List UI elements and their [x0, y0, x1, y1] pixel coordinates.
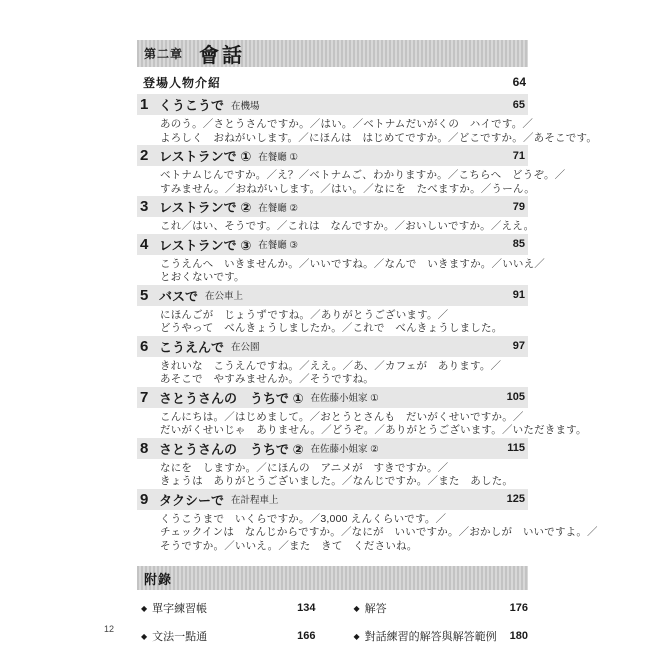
toc-section	[137, 94, 598, 145]
toc-section-heading[interactable]	[137, 145, 528, 166]
section-page-number: 115	[507, 442, 525, 454]
toc-section-heading[interactable]	[137, 285, 528, 306]
section-title: レストランで ③	[159, 237, 252, 253]
intro-page-number: 64	[512, 75, 526, 89]
toc-section-heading[interactable]	[137, 94, 528, 115]
section-line: あのう。／さとうさんですか。／はい。／ベトナムだいがくの ハイです。／	[160, 118, 534, 130]
toc-section-heading[interactable]	[137, 387, 528, 408]
section-line: くうこうまで いくらですか。／3,000 えんくらいです。／	[160, 512, 447, 525]
appendix-item-label: 解答	[364, 603, 387, 615]
chapter-banner	[137, 40, 528, 67]
section-title: レストランで ②	[159, 200, 252, 215]
section-line: そうですか。／いいえ。／また きて くださいね。	[160, 539, 418, 552]
section-subtitle: 在計程車上	[231, 495, 279, 506]
appendix-item[interactable]	[354, 600, 529, 616]
toc-section-heading[interactable]	[137, 234, 528, 255]
appendix-item-label: 對話練習的解答與解答範例	[364, 631, 497, 643]
section-page-number: 105	[506, 391, 525, 403]
section-number: 5	[140, 286, 149, 304]
appendix-item-label: 單字練習帳	[152, 603, 208, 615]
section-lines	[137, 459, 528, 489]
section-number: 1	[140, 96, 149, 113]
appendix-item[interactable]	[141, 600, 316, 616]
section-line: こうえんへ いきませんか。／いいですね。／なんで いきますか。／いいえ／	[160, 257, 545, 270]
appendix-item-page-number: 176	[509, 602, 528, 614]
section-line: これ／はい、そうです。／これは なんですか。／おいしいですか。／ええ。	[160, 220, 535, 232]
section-subtitle: 在佐藤小姐家 ②	[310, 444, 379, 455]
section-title: こうえんで	[159, 339, 225, 355]
section-lines	[137, 510, 598, 554]
section-page-number: 91	[512, 289, 525, 301]
toc-section	[137, 336, 528, 387]
toc-section	[137, 489, 598, 554]
folio-page-number: 12	[104, 624, 115, 634]
chapter-title: 會話	[199, 45, 246, 67]
appendix-banner	[137, 566, 528, 590]
toc-section	[137, 234, 545, 285]
section-number: 4	[140, 235, 149, 253]
section-line: すみません。／おねがいします。／はい。／なにを たべますか。／うーん。	[160, 182, 535, 195]
section-title: さとうさんの うちで ①	[159, 390, 304, 406]
section-lines	[137, 115, 598, 145]
appendix-list	[137, 600, 528, 644]
section-number: 3	[140, 198, 149, 215]
section-lines	[137, 357, 528, 387]
section-title: くうこうで	[159, 98, 225, 113]
toc-section	[137, 145, 566, 196]
toc-section	[137, 387, 587, 438]
appendix-item-page-number: 134	[297, 602, 316, 614]
section-lines	[137, 306, 528, 336]
toc-section	[137, 285, 528, 336]
section-page-number: 125	[506, 493, 525, 505]
section-subtitle: 在餐廳 ①	[258, 151, 298, 163]
section-number: 2	[140, 147, 149, 164]
diamond-bullet-icon: ◆	[353, 631, 360, 641]
section-lines	[137, 255, 545, 285]
section-line: きょうは ありがとうございました。／なんじですか。／また あした。	[160, 475, 514, 487]
toc-section	[137, 438, 528, 489]
section-page-number: 97	[512, 340, 525, 352]
appendix-item[interactable]	[354, 628, 529, 644]
toc-section-heading[interactable]	[137, 196, 528, 217]
diamond-bullet-icon: ◆	[141, 631, 148, 641]
section-subtitle: 在機場	[231, 100, 260, 112]
section-title: レストランで ①	[159, 149, 252, 164]
section-page-number: 79	[512, 200, 525, 213]
section-subtitle: 在餐廳 ③	[258, 240, 298, 251]
appendix-item-page-number: 166	[297, 630, 316, 642]
section-number: 9	[140, 490, 149, 508]
section-number: 6	[140, 337, 149, 355]
section-subtitle: 在餐廳 ②	[258, 202, 298, 214]
appendix-title: 附錄	[144, 571, 173, 587]
diamond-bullet-icon: ◆	[141, 603, 148, 613]
sections	[137, 94, 598, 553]
section-line: にほんごが じょうずですね。／ありがとうございます。／	[160, 308, 449, 321]
section-title: バスで	[159, 288, 199, 304]
section-title: タクシーで	[159, 492, 225, 508]
section-line: こんにちは。／はじめまして。／おとうとさんも だいがくせいですか。／	[160, 410, 524, 423]
toc-section-heading[interactable]	[137, 489, 528, 510]
section-line: だいがくせいじゃ ありません。／どうぞ。／ありがとうございます。／いただきます。	[160, 424, 587, 436]
chapter-label: 第二章	[144, 47, 184, 61]
section-lines	[137, 408, 587, 438]
toc-section	[137, 196, 535, 234]
appendix-item[interactable]	[141, 628, 316, 644]
section-subtitle: 在公園	[231, 342, 260, 353]
section-lines	[137, 166, 566, 196]
section-subtitle: 在佐藤小姐家 ①	[310, 393, 379, 404]
section-number: 7	[140, 388, 149, 406]
section-line: よろしく おねがいします。／にほんは はじめてですか。／どこですか。／あそこです。	[160, 131, 598, 144]
section-line: あそこで やすみませんか。／そうですね。	[160, 373, 374, 385]
diamond-bullet-icon: ◆	[353, 603, 360, 613]
section-line: チェックインは なんじからですか。／なにが いいですか。／おかしが いいですよ。／	[160, 526, 598, 538]
toc-section-heading[interactable]	[137, 336, 528, 357]
toc-entry-intro[interactable]	[137, 72, 528, 92]
section-page-number: 71	[512, 149, 525, 162]
toc-section-heading[interactable]	[137, 438, 528, 459]
section-subtitle: 在公車上	[205, 291, 244, 302]
appendix-item-page-number: 180	[509, 630, 528, 642]
section-line: どうやって べんきょうしましたか。／これで べんきょうしました。	[160, 322, 503, 334]
section-page-number: 85	[512, 238, 525, 250]
section-lines	[137, 217, 535, 234]
section-page-number: 65	[512, 98, 525, 111]
section-line: なにを しますか。／にほんの アニメが すきですか。／	[160, 461, 449, 474]
intro-label: 登場人物介紹	[143, 75, 222, 90]
section-line: きれいな こうえんですね。／ええ。／あ、／カフェが あります。／	[160, 359, 502, 372]
section-line: とおくないです。	[160, 271, 245, 283]
section-line: ベトナムじんですか。／え？／ベトナムご、わかりますか。／こちらへ どうぞ。／	[160, 169, 566, 181]
section-title: さとうさんの うちで ②	[159, 441, 304, 457]
toc-content	[137, 40, 598, 644]
appendix-item-label: 文法一點通	[152, 631, 208, 643]
section-number: 8	[140, 439, 149, 457]
